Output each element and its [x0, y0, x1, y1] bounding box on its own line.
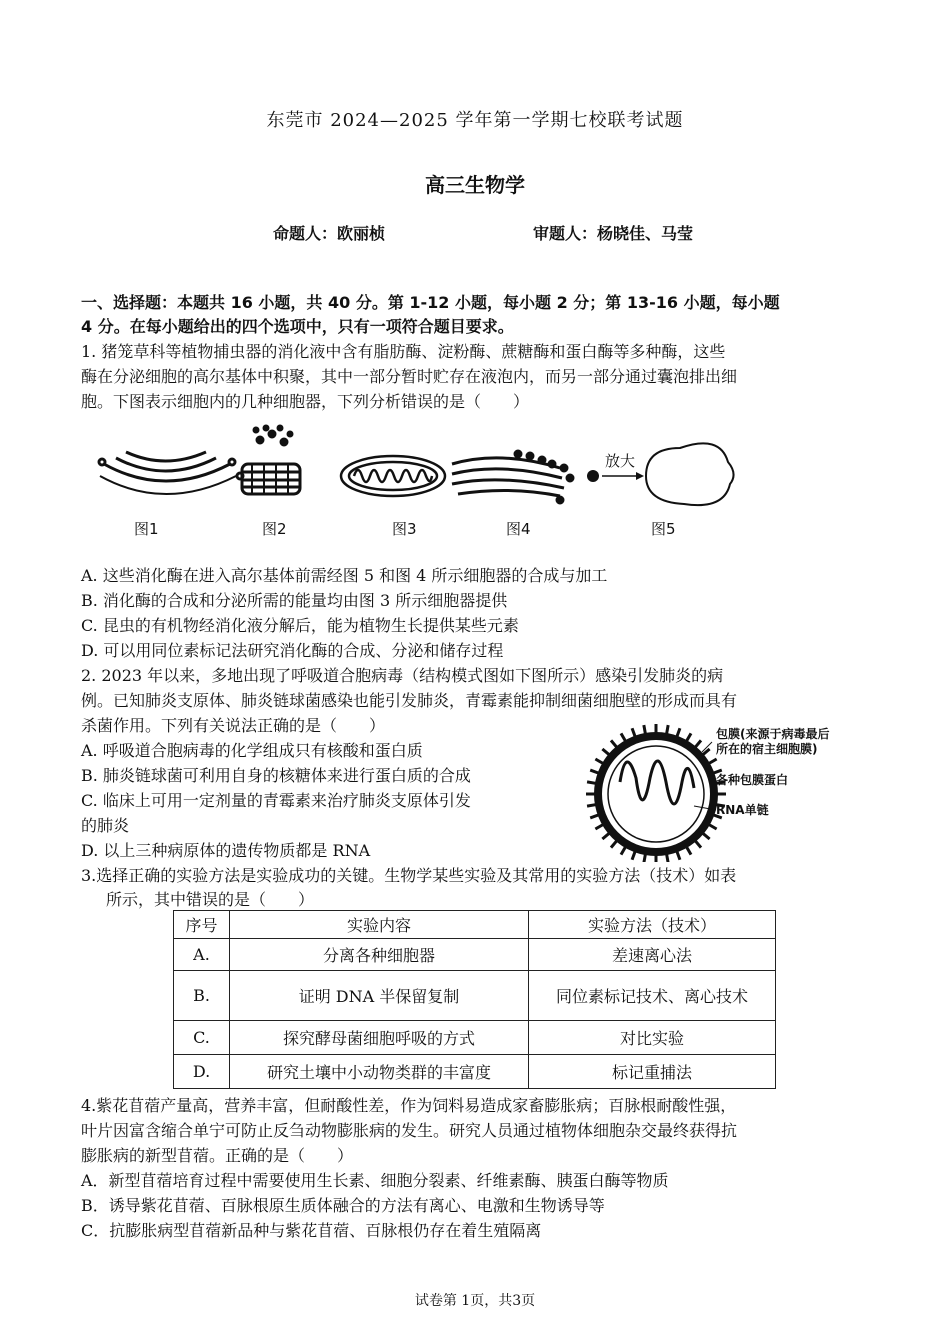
header-cell: 实验方法（技术）: [529, 911, 776, 939]
fig4-label: 图4: [506, 520, 531, 538]
table-cell: 分离各种细胞器: [230, 939, 529, 971]
rna-label: RNA单链: [716, 803, 769, 817]
q3-stem-line1: 3.选择正确的实验方法是实验成功的关键。生物学某些实验及其常用的实验方法（技术）如表: [81, 866, 737, 885]
q1-stem-line2: 酶在分泌细胞的高尔基体中积聚，其中一部分暂时贮存在液泡内，而另一部分通过囊泡排出细: [81, 367, 738, 386]
section-heading-line2: 4 分。在每小题给出的四个选项中，只有一项符合题目要求。: [81, 317, 514, 336]
virus-diagram: [570, 722, 870, 862]
q2-stem-line3: 杀菌作用。下列有关说法正确的是（ ）: [81, 716, 386, 735]
exam-title: 东莞市 2024—2025 学年第一学期七校联考试题: [266, 110, 684, 131]
fig5-enlarge-label: 放大: [605, 452, 636, 470]
q4-option-c: C．抗膨胀病型苜蓿新品种与紫花苜蓿、百脉根仍存在着生殖隔离: [81, 1221, 542, 1240]
table-cell: 研究土壤中小动物类群的丰富度: [230, 1055, 529, 1089]
fig1-golgi-drawing: [99, 452, 243, 494]
table-cell: C.: [174, 1021, 230, 1055]
fig5-ribosome-drawing: [587, 443, 734, 505]
table-row: [174, 1021, 776, 1055]
q1-stem-line1: 1. 猪笼草科等植物捕虫器的消化液中含有脂肪酶、淀粉酶、蔗糖酶和蛋白酶等多种酶，这些: [81, 342, 726, 361]
q2-option-a: A. 呼吸道合胞病毒的化学组成只有核酸和蛋白质: [81, 741, 423, 760]
table-row: [174, 1055, 776, 1089]
q2-option-d: D. 以上三种病原体的遗传物质都是 RNA: [81, 841, 371, 860]
table-cell: 标记重捕法: [529, 1055, 776, 1089]
table-cell: 差速离心法: [529, 939, 776, 971]
virus-envelope: [598, 736, 714, 852]
q1-option-c: C. 昆虫的有机物经消化液分解后，能为植物生长提供某些元素: [81, 616, 519, 635]
q2-option-b: B. 肺炎链球菌可利用自身的核糖体来进行蛋白质的合成: [81, 766, 471, 785]
exam-subtitle: 高三生物学: [425, 173, 525, 197]
table-row: [174, 971, 776, 1021]
table-cell: A.: [174, 939, 230, 971]
page-footer: 试卷第 1页，共3页: [414, 1293, 536, 1309]
q4-stem-line2: 叶片因富含缩合单宁可防止反刍动物膨胀病的发生。研究人员通过植物体细胞杂交最终获得抗: [81, 1121, 738, 1140]
protein-label: 各种包膜蛋白: [716, 773, 789, 787]
fig2-centriole-drawing: [242, 425, 300, 494]
table-cell: 证明 DNA 半保留复制: [230, 971, 529, 1021]
q2-option-c: C. 临床上可用一定剂量的青霉素来治疗肺炎支原体引发: [81, 791, 471, 810]
table-row: [174, 939, 776, 971]
fig2-label: 图2: [262, 520, 287, 538]
envelope-label-1: 包膜(来源于病毒最后: [716, 727, 830, 741]
q4-option-b: B．诱导紫花苜蓿、百脉根原生质体融合的方法有离心、电激和生物诱导等: [81, 1196, 605, 1215]
q2-stem-line1: 2. 2023 年以来，多地出现了呼吸道合胞病毒（结构模式图如下图所示）感染引发肺炎的病: [81, 666, 724, 685]
author: 命题人：欧丽桢: [273, 224, 386, 243]
fig5-label: 图5: [651, 520, 676, 538]
q1-option-a: A. 这些消化酶在进入高尔基体前需经图 5 和图 4 所示细胞器的合成与加工: [81, 566, 608, 585]
table-cell: D.: [174, 1055, 230, 1089]
fig4-er-drawing: [452, 451, 573, 503]
header-cell: 实验内容: [230, 911, 529, 939]
q1-option-d: D. 可以用同位素标记法研究消化酶的合成、分泌和储存过程: [81, 641, 504, 660]
experiment-table: [173, 910, 776, 1089]
q2-option-c-cont: 的肺炎: [81, 816, 130, 835]
fig3-mitochondrion-drawing: [341, 456, 445, 496]
fig3-label: 图3: [392, 520, 417, 538]
section-heading-line1: 一、选择题：本题共 16 小题，共 40 分。第 1-12 小题，每小题 2 分；第 13-16 小题，每小题: [81, 293, 780, 312]
q4-stem-line1: 4.紫花苜蓿产量高，营养丰富，但耐酸性差，作为饲料易造成家畜膨胀病；百脉根耐酸性强，: [81, 1096, 737, 1115]
table-cell: 对比实验: [529, 1021, 776, 1055]
table-cell: 探究酵母菌细胞呼吸的方式: [230, 1021, 529, 1055]
organelle-figures: [90, 420, 750, 545]
q4-option-a: A．新型苜蓿培育过程中需要使用生长素、细胞分裂素、纤维素酶、胰蛋白酶等物质: [81, 1171, 669, 1190]
fig1-label: 图1: [134, 520, 159, 538]
q1-stem-line3: 胞。下图表示细胞内的几种细胞器，下列分析错误的是（ ）: [81, 392, 530, 411]
q4-stem-line3: 膨胀病的新型苜蓿。正确的是（ ）: [81, 1146, 354, 1165]
table-cell: 同位素标记技术、离心技术: [529, 971, 776, 1021]
table-header-row: [174, 911, 776, 939]
envelope-label-2: 所在的宿主细胞膜): [716, 742, 818, 756]
q3-stem-line2: 所示，其中错误的是（ ）: [106, 890, 315, 909]
table-cell: B.: [174, 971, 230, 1021]
header-cell: 序号: [174, 911, 230, 939]
q1-option-b: B. 消化酶的合成和分泌所需的能量均由图 3 所示细胞器提供: [81, 591, 508, 610]
reviewer: 审题人：杨晓佳、马莹: [533, 224, 694, 243]
q2-stem-line2: 例。已知肺炎支原体、肺炎链球菌感染也能引发肺炎，青霉素能抑制细菌细胞壁的形成而具有: [81, 691, 738, 710]
